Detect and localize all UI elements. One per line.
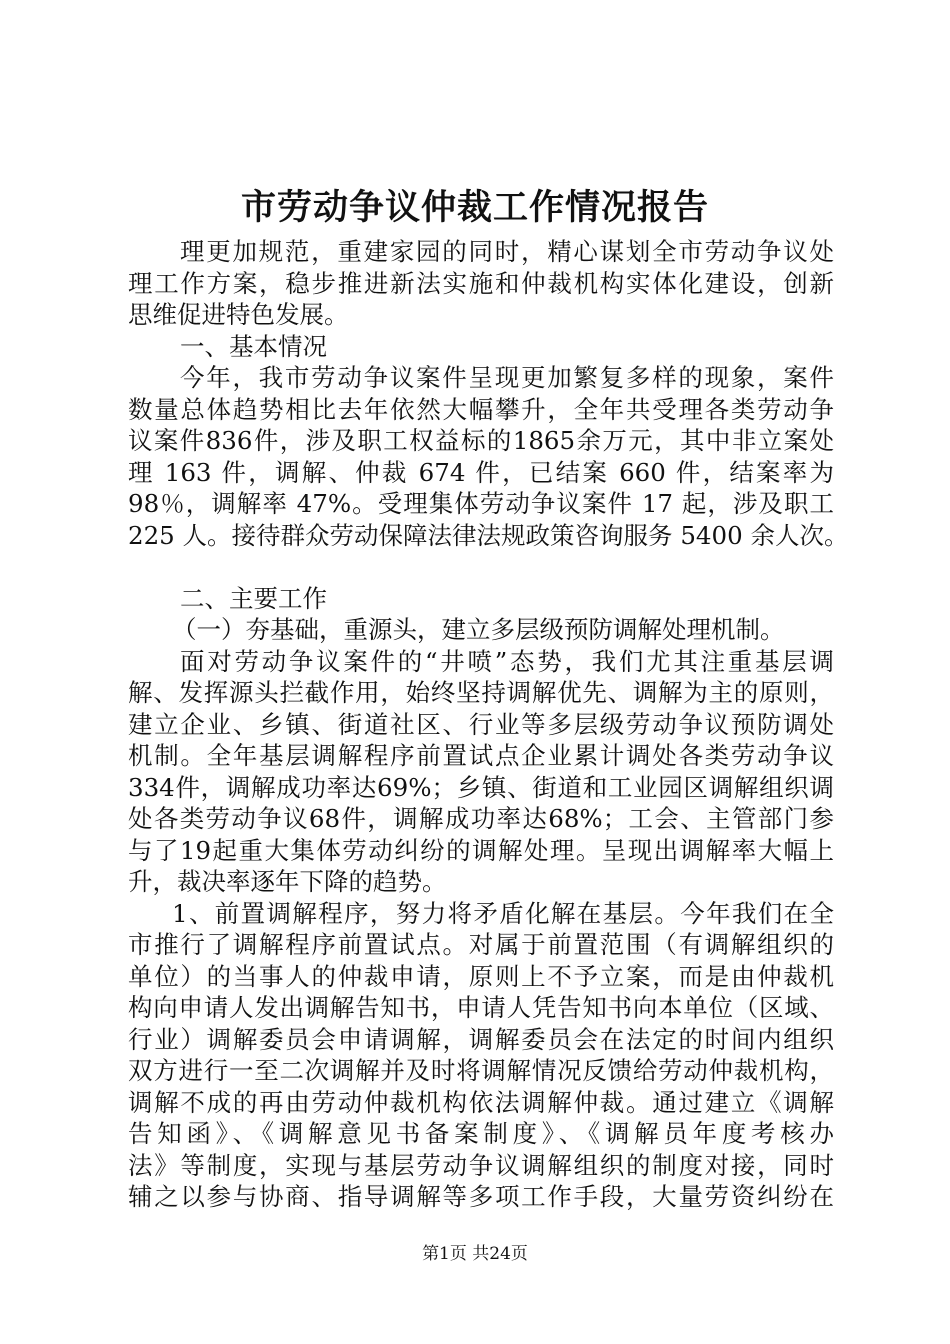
body-line: 今年，我市劳动争议案件呈现更加繁复多样的现象，案件 — [180, 363, 834, 392]
body-line: 辅之以参与协商、指导调解等多项工作手段，大量劳资纠纷在 — [128, 1182, 834, 1211]
body-line: 思维促进特色发展。 — [128, 300, 349, 329]
body-line: 理 163 件，调解、仲裁 674 件，已结案 660 件，结案率为 — [128, 457, 834, 487]
section-heading: 二、主要工作 — [180, 583, 327, 613]
body-line: 双方进行一至二次调解并及时将调解情况反馈给劳动仲裁机构， — [128, 1056, 834, 1085]
body-line: 处各类劳动争议68件，调解成功率达68%；工会、主管部门参 — [128, 804, 834, 833]
body-line: 98％，调解率 47%。受理集体劳动争议案件 17 起，涉及职工 — [128, 489, 834, 518]
body-line: 334件，调解成功率达69%；乡镇、街道和工业园区调解组织调 — [128, 772, 834, 802]
body-line: 数量总体趋势相比去年依然大幅攀升，全年共受理各类劳动争 — [128, 394, 834, 424]
body-line: 机制。全年基层调解程序前置试点企业累计调处各类劳动争议 — [128, 741, 834, 770]
body-line: 与了19起重大集体劳动纠纷的调解处理。呈现出调解率大幅上 — [128, 835, 834, 865]
body-line: 理工作方案，稳步推进新法实施和仲裁机构实体化建设，创新 — [128, 268, 834, 298]
body-line: 面对劳动争议案件的“井喷”态势，我们尤其注重基层调 — [180, 646, 834, 676]
body-line: 解、发挥源头拦截作用，始终坚持调解优先、调解为主的原则， — [128, 678, 834, 707]
body-line: 议案件836件，涉及职工权益标的1865余万元，其中非立案处 — [128, 426, 834, 455]
body-line: 市推行了调解程序前置试点。对属于前置范围（有调解组织的 — [128, 930, 834, 959]
body-line: 225 人。接待群众劳动保障法律法规政策咨询服务 5400 余人次。 — [128, 520, 849, 550]
subsection-heading: （一）夯基础，重源头，建立多层级预防调解处理机制。 — [172, 615, 785, 644]
document-title: 市劳动争议仲裁工作情况报告 — [240, 187, 709, 228]
body-line: 告知函》、《调解意见书备案制度》、《调解员年度考核办 — [128, 1119, 834, 1148]
body-line: 行业）调解委员会申请调解，调解委员会在法定的时间内组织 — [128, 1024, 834, 1054]
body-line: 法》等制度，实现与基层劳动争议调解组织的制度对接，同时 — [128, 1150, 834, 1180]
body-line: 理更加规范，重建家园的同时，精心谋划全市劳动争议处 — [180, 237, 834, 266]
body-line: 建立企业、乡镇、街道社区、行业等多层级劳动争议预防调处 — [128, 709, 834, 739]
section-heading: 一、基本情况 — [180, 331, 327, 361]
body-line: 1、前置调解程序，努力将矛盾化解在基层。今年我们在全 — [172, 898, 834, 928]
blank-line — [128, 551, 834, 583]
document-body — [128, 236, 849, 1213]
body-line: 构向申请人发出调解告知书，申请人凭告知书向本单位（区域、 — [128, 993, 834, 1022]
body-line: 调解不成的再由劳动仲裁机构依法调解仲裁。通过建立《调解 — [128, 1087, 834, 1117]
page-number-footer: 第1页 共24页 — [422, 1244, 528, 1264]
body-line: 单位）的当事人的仲裁申请，原则上不予立案，而是由仲裁机 — [128, 961, 834, 991]
body-line: 升，裁决率逐年下降的趋势。 — [128, 867, 447, 896]
